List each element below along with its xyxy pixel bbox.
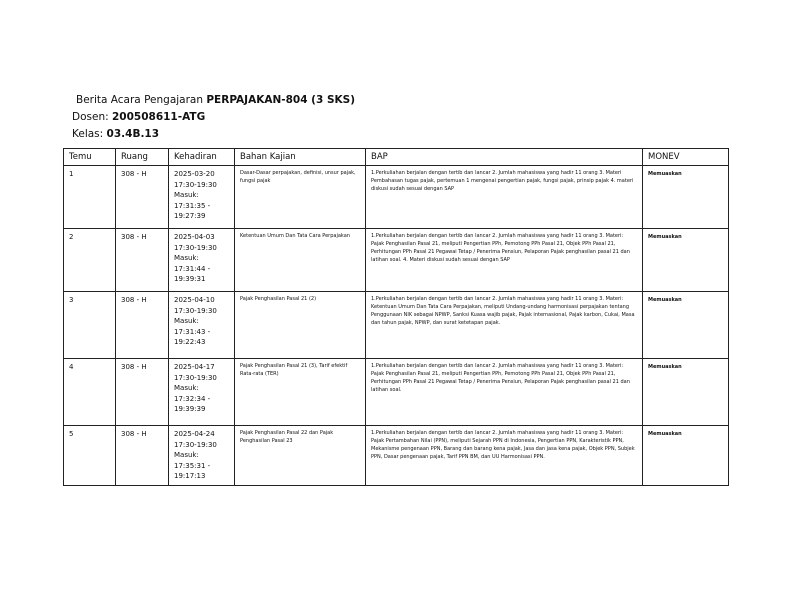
- kelas-value: 03.4B.13: [106, 128, 160, 140]
- bap-table: [63, 148, 729, 486]
- cell-kehadiran: [169, 229, 235, 292]
- kehadiran-masuk: 17:32:34 -: [174, 394, 211, 403]
- cell-temu: 1: [64, 166, 116, 229]
- kehadiran-keluar: 19:39:39: [174, 405, 206, 413]
- col-header-monev: MONEV: [643, 149, 729, 166]
- cell-monev: Memuaskan: [643, 229, 729, 292]
- cell-bahan-kajian: Dasar-Dasar perpajakan, definisi, unsur pajak, fungsi pajak: [235, 166, 366, 229]
- cell-monev: Memuaskan: [643, 292, 729, 359]
- cell-temu: 2: [64, 229, 116, 292]
- cell-bahan-kajian: Pajak Penghasilan Pasal 22 dan Pajak Penghasilan Pasal 23: [235, 426, 366, 486]
- kehadiran-jam: 17:30-19:30: [174, 440, 217, 449]
- cell-bahan-kajian: Ketentuan Umum Dan Tata Cara Perpajakan: [235, 229, 366, 292]
- kehadiran-masuk: 17:35:31 -: [174, 461, 211, 470]
- cell-temu: 5: [64, 426, 116, 486]
- document-title: [72, 92, 732, 109]
- kehadiran-masuk: 17:31:35 -: [174, 201, 211, 210]
- cell-kehadiran: [169, 426, 235, 486]
- kelas-label: Kelas:: [72, 128, 104, 140]
- kehadiran-tanggal: 2025-04-10: [174, 296, 215, 304]
- kehadiran-jam: 17:30-19:30: [174, 243, 217, 252]
- kehadiran-masuk-label: Masuk:: [174, 451, 199, 459]
- kehadiran-masuk: 17:31:44 -: [174, 264, 211, 273]
- cell-monev: Memuaskan: [643, 359, 729, 426]
- kehadiran-tanggal: 2025-04-17: [174, 363, 215, 371]
- kehadiran-tanggal: 2025-03-20: [174, 170, 215, 178]
- kehadiran-masuk: 17:31:43 -: [174, 327, 211, 336]
- dosen-value: 200508611-ATG: [111, 111, 206, 123]
- col-header-bap: BAP: [366, 149, 643, 166]
- cell-monev: Memuaskan: [643, 166, 729, 229]
- kehadiran-masuk-label: Masuk:: [174, 384, 199, 392]
- cell-temu: 4: [64, 359, 116, 426]
- col-header-kehadiran: Kehadiran: [169, 149, 235, 166]
- dosen-label: Dosen:: [72, 111, 109, 123]
- col-header-bahan-kajian: Bahan Kajian: [235, 149, 366, 166]
- cell-bap: 1.Perkuliahan berjalan dengan tertib dan lancar 2. Jumlah mahasiswa yang hadir 11 orang 3. Materi: Ketentuan Umum Dan Tata Cara Perpajakan, meliputi Undang-undang harmonisasi perpajakan tentang Penggunaan NIK sebagai NPWP, Sanksi Kuasa wajib pajak, Pajak internasional, Pajak karbon, Cukai, Masa dan tahun pajak, NPWP, dan surat ketetapan pajak.: [366, 292, 643, 359]
- cell-bahan-kajian: Pajak Penghasilan Pasal 21 (3), Tarif efektif Rata-rata (TER): [235, 359, 366, 426]
- cell-bap: 1.Perkuliahan berjalan dengan tertib dan lancar 2. Jumlah mahasiswa yang hadir 11 orang 3. Materi Pembahasan tugas pajak, pertemuan 1 mengenai pengertian pajak, fungsi pajak, prinsip pajak 4. materi diskusi sudah sesuai dengan SAP: [366, 166, 643, 229]
- kehadiran-masuk-label: Masuk:: [174, 317, 199, 325]
- cell-ruang: 308 - H: [116, 292, 169, 359]
- kehadiran-jam: 17:30-19:30: [174, 373, 217, 382]
- kelas-line: [72, 126, 732, 143]
- kehadiran-tanggal: 2025-04-24: [174, 430, 215, 438]
- table-row: [64, 166, 729, 229]
- col-header-temu: Temu: [64, 149, 116, 166]
- course-name: PERPAJAKAN-804 (3 SKS): [206, 94, 356, 106]
- kehadiran-keluar: 19:27:39: [174, 212, 206, 220]
- table-header-row: [64, 149, 729, 166]
- kehadiran-keluar: 19:39:31: [174, 275, 206, 283]
- cell-monev: Memuaskan: [643, 426, 729, 486]
- table-row: [64, 359, 729, 426]
- cell-bap: 1.Perkuliahan berjalan dengan tertib dan lancar 2. Jumlah mahasiswa yang hadir 11 orang 3. Materi: Pajak Penghasilan Pasal 21, meliputi Pengertian PPh, Pemotong PPh Pasal 21, Objek PPh Pasal 21, Perhitungan PPh Pasal 21 Pegawai Tetap / Penerima Pensiun, Pelaporan Pajak penghasilan pasal 21 dan latihan soal.: [366, 359, 643, 426]
- document-header: [72, 92, 732, 143]
- kehadiran-masuk-label: Masuk:: [174, 191, 199, 199]
- cell-kehadiran: [169, 166, 235, 229]
- cell-temu: 3: [64, 292, 116, 359]
- table-row: [64, 292, 729, 359]
- kehadiran-tanggal: 2025-04-03: [174, 233, 215, 241]
- cell-ruang: 308 - H: [116, 426, 169, 486]
- cell-bap: 1.Perkuliahan berjalan dengan tertib dan lancar 2. Jumlah mahasiswa yang hadir 11 orang 3. Materi: Pajak Penghasilan Pasal 21, meliputi Pengertian PPh, Pemotong PPh Pasal 21, Objek PPh Pasal 21, Perhitungan PPh Pasal 21 Pegawai Tetap / Penerima Pensiun, Pelaporan Pajak penghasilan pasal 21 dan latihan soal. 4. Materi diskusi sudah sesuai dengan SAP: [366, 229, 643, 292]
- kehadiran-jam: 17:30-19:30: [174, 180, 217, 189]
- table-row: [64, 229, 729, 292]
- cell-ruang: 308 - H: [116, 359, 169, 426]
- cell-ruang: 308 - H: [116, 166, 169, 229]
- kehadiran-keluar: 19:17:13: [174, 472, 206, 480]
- cell-bahan-kajian: Pajak Penghasilan Pasal 21 (2): [235, 292, 366, 359]
- kehadiran-masuk-label: Masuk:: [174, 254, 199, 262]
- title-prefix: Berita Acara Pengajaran: [76, 94, 204, 106]
- cell-bap: 1.Perkuliahan berjalan dengan tertib dan lancar 2. Jumlah mahasiswa yang hadir 11 orang 3. Materi: Pajak Pertambahan Nilai (PPN), meliputi Sejarah PPN di Indonesia, Pengertian PPN, Karakteristik PPN, Mekanisme pengenaan PPN, Barang dan barang kena pajak, Jasa dan jasa kena pajak, Objek PPN, Subjek PPN, Dasar pengenaan pajak, Tarif PPN BM, dan UU Harmonisasi PPN.: [366, 426, 643, 486]
- cell-kehadiran: [169, 359, 235, 426]
- table-row: [64, 426, 729, 486]
- dosen-line: [72, 109, 732, 126]
- cell-ruang: 308 - H: [116, 229, 169, 292]
- kehadiran-keluar: 19:22:43: [174, 338, 206, 346]
- col-header-ruang: Ruang: [116, 149, 169, 166]
- kehadiran-jam: 17:30-19:30: [174, 306, 217, 315]
- cell-kehadiran: [169, 292, 235, 359]
